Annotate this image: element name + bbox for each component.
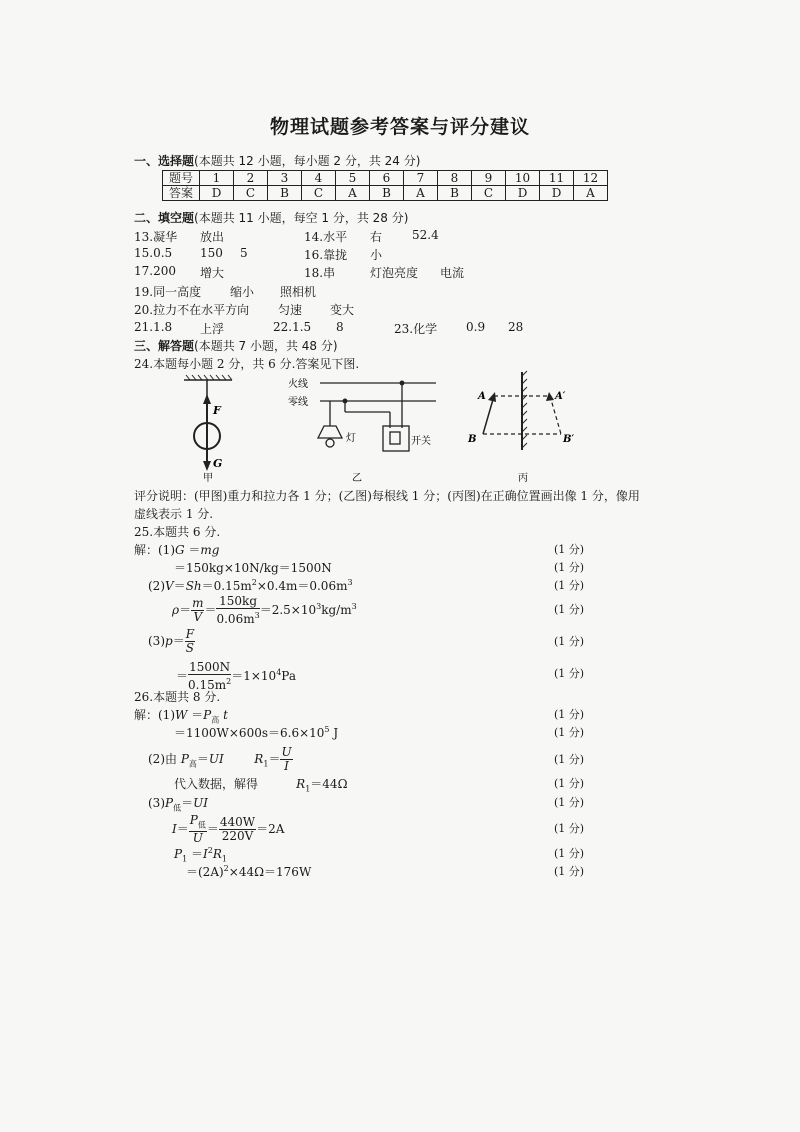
- q-number: 3: [268, 171, 302, 186]
- answer-text: 19.同一高度: [134, 285, 202, 299]
- score-mark: (1 分): [554, 726, 585, 739]
- q26-intro: 26.本题共 8 分.: [134, 690, 221, 704]
- score-mark: (1 分): [554, 753, 585, 766]
- score-mark: (1 分): [554, 777, 585, 790]
- answer-cell: B: [268, 186, 302, 201]
- q26-step: $=(2A)^2\times 44\Omega=176W$: [186, 864, 312, 879]
- neutral-wire-label: 零线: [288, 397, 308, 408]
- answer-text: 5: [240, 246, 248, 260]
- q26-step: $(3)P_低=UI$: [148, 796, 208, 813]
- answer-text: 增大: [200, 266, 225, 280]
- answer-cell: C: [302, 186, 336, 201]
- q26-step: $=1100W\times 600s=6.6\times 10^5$ J: [174, 725, 339, 740]
- answer-cell: A: [574, 186, 608, 201]
- q-number: 9: [472, 171, 506, 186]
- section3-heading: 三、解答题(本题共 7 小题，共 48 分): [134, 339, 338, 353]
- score-mark: (1 分): [554, 847, 585, 860]
- point-a-image-label: A′: [555, 391, 566, 402]
- answer-text: 小: [370, 248, 383, 262]
- q26-step: 代入数据，解得 $R_1=44\Omega$: [174, 777, 348, 794]
- q-number: 4: [302, 171, 336, 186]
- answer-text: 电流: [440, 266, 465, 280]
- answer-cell: C: [234, 186, 268, 201]
- answer-text: 21.1.8: [134, 320, 173, 334]
- answer-text: 14.水平: [304, 230, 348, 244]
- answer-cell: C: [472, 186, 506, 201]
- answer-cell: D: [200, 186, 234, 201]
- score-mark: (1 分): [554, 579, 585, 592]
- answer-text: 13.凝华: [134, 230, 178, 244]
- answer-text: 20.拉力不在水平方向: [134, 303, 250, 317]
- q25-step: (3)p＝ $\frac{F}{S}$: [148, 627, 195, 655]
- q25-step: ＝150kg×10N/kg＝1500N: [174, 561, 332, 575]
- q25-step: ρ＝ $\frac{m}{V}$ ＝ $\frac{150kg}{0.06m^3}$ $=2.5\times 10^3kg/m^3$: [172, 594, 357, 626]
- answer-text: 15.0.5: [134, 246, 173, 260]
- live-wire-label: 火线: [288, 379, 308, 390]
- lamp-label: 灯: [346, 433, 356, 444]
- answer-text: 18.串: [304, 266, 336, 280]
- figure-label-jia: 甲: [203, 473, 213, 483]
- answer-text: 上浮: [200, 322, 225, 336]
- score-mark: (1 分): [554, 543, 585, 556]
- point-a-label: A: [478, 391, 486, 402]
- q25-step: ＝ $\frac{1500N}{0.15m^2}$ $=1\times 10^4Pa$: [176, 660, 296, 692]
- q-number: 1: [200, 171, 234, 186]
- force-label-f: F: [213, 404, 221, 417]
- score-mark: (1 分): [554, 561, 585, 574]
- table-row: [163, 186, 608, 201]
- answer-text: 0.9: [466, 320, 486, 334]
- answer-text: 照相机: [280, 285, 317, 299]
- page-title: 物理试题参考答案与评分建议: [269, 116, 530, 138]
- answer-text: 17.200: [134, 264, 176, 278]
- switch-label: 开关: [411, 436, 431, 447]
- answer-cell: D: [506, 186, 540, 201]
- answer-table: [162, 170, 608, 201]
- answer-text: 52.4: [412, 228, 439, 242]
- section2-heading: 二、填空题(本题共 11 小题，每空 1 分，共 28 分): [134, 211, 409, 225]
- answer-cell: A: [336, 186, 370, 201]
- scoring-note-line1: 评分说明：(甲图)重力和拉力各 1 分；(乙图)每根线 1 分；(丙图)在正确位置画出像 1 分，像用: [134, 489, 640, 503]
- row-label: 答案: [163, 186, 200, 201]
- q25-step: $(2)V=Sh=0.15m^2\times 0.4m=0.06m^3$: [148, 578, 353, 593]
- answer-text: 28: [508, 320, 524, 334]
- answer-text: 变大: [330, 303, 355, 317]
- q-number: 12: [574, 171, 608, 186]
- table-row: [163, 171, 608, 186]
- q26-step: $P_1 =I^2R_1$: [174, 846, 227, 864]
- q24-intro: 24.本题每小题 2 分，共 6 分.答案见下图.: [134, 357, 360, 371]
- answer-text: 150: [200, 246, 223, 260]
- answer-text: 匀速: [278, 303, 303, 317]
- answer-text: 灯泡亮度: [370, 266, 419, 280]
- q26-step: 解：$(1)W =P_高$ t: [134, 708, 228, 725]
- q-number: 6: [370, 171, 404, 186]
- row-label: 题号: [163, 171, 200, 186]
- answer-cell: B: [370, 186, 404, 201]
- score-mark: (1 分): [554, 865, 585, 878]
- q26-step: (2)由 $P_高=UI$ $R_1=$ $\frac{U}{I}$: [148, 745, 292, 773]
- score-mark: (1 分): [554, 603, 585, 616]
- answer-text: 23.化学: [394, 322, 438, 336]
- figure-label-bing: 丙: [518, 473, 528, 483]
- force-label-g: G: [213, 457, 223, 470]
- q-number: 2: [234, 171, 268, 186]
- answer-text: 22.1.5: [273, 320, 312, 334]
- q26-step: I＝ $\frac{P_低}{U}$ ＝ $\frac{440W}{220V}$ ＝2A: [172, 813, 285, 846]
- q-number: 5: [336, 171, 370, 186]
- answer-cell: B: [438, 186, 472, 201]
- answer-text: 放出: [200, 230, 225, 244]
- figure-bing: [467, 371, 574, 450]
- figure-label-yi: 乙: [352, 473, 362, 483]
- point-b-image-label: B′: [563, 434, 575, 445]
- answer-text: 缩小: [230, 285, 255, 299]
- answer-text: 16.靠拢: [304, 248, 348, 262]
- scoring-note-line2: 虚线表示 1 分.: [134, 507, 214, 521]
- score-mark: (1 分): [554, 667, 585, 680]
- answer-cell: D: [540, 186, 574, 201]
- answer-cell: A: [404, 186, 438, 201]
- point-b-label: B: [468, 434, 477, 445]
- score-mark: (1 分): [554, 635, 585, 648]
- score-mark: (1 分): [554, 822, 585, 835]
- q-number: 10: [506, 171, 540, 186]
- score-mark: (1 分): [554, 796, 585, 809]
- answer-text: 8: [336, 320, 344, 334]
- q25-intro: 25.本题共 6 分.: [134, 525, 221, 539]
- figure-jia: [184, 375, 232, 471]
- section1-heading: 一、选择题(本题共 12 小题，每小题 2 分，共 24 分): [134, 154, 421, 168]
- score-mark: (1 分): [554, 708, 585, 721]
- answer-text: 右: [370, 230, 383, 244]
- q-number: 8: [438, 171, 472, 186]
- q-number: 11: [540, 171, 574, 186]
- q-number: 7: [404, 171, 438, 186]
- q24-figures: [0, 368, 800, 483]
- q25-step: 解：(1)G ＝mg: [134, 543, 220, 557]
